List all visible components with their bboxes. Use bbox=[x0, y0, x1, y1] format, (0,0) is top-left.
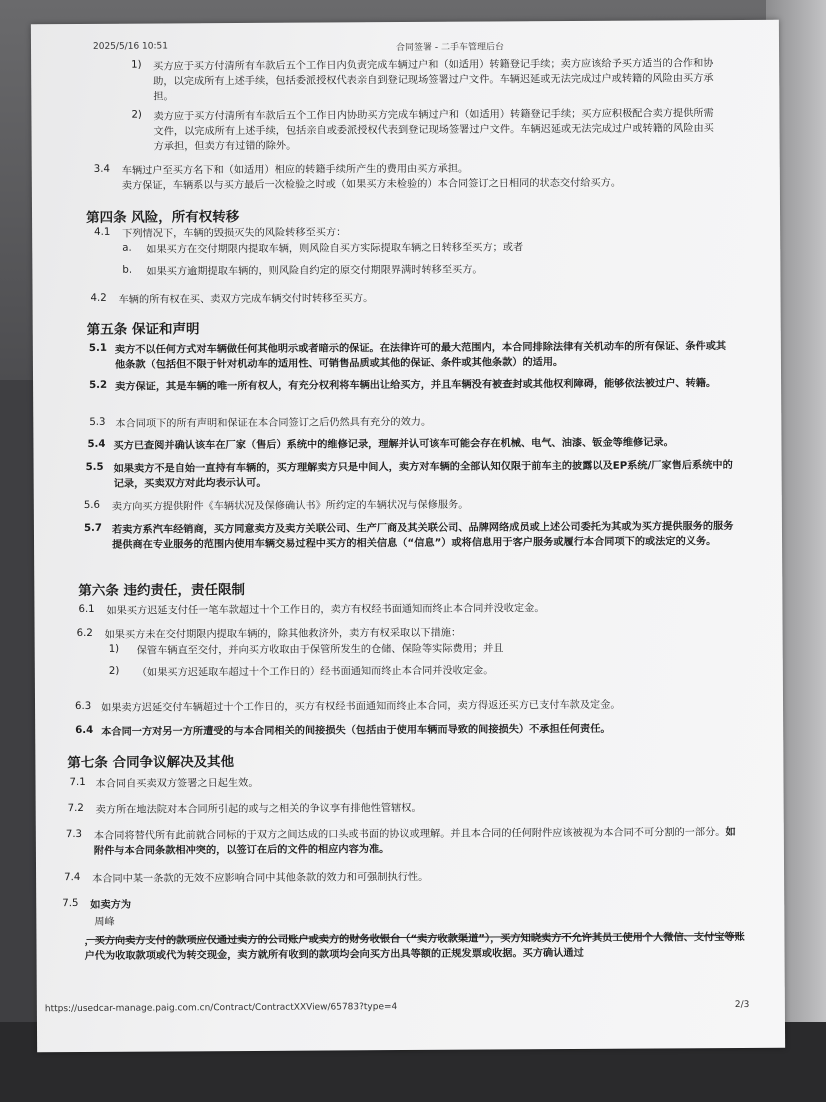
clause-5-2-text: 卖方保证，其是车辆的唯一所有权人，有充分权利将车辆出让给买方，并且车辆没有被查封或其他权利障碍，能够依法被过户、转籍。 bbox=[115, 378, 717, 393]
clause-6-4-text: 本合同一方对另一方所遭受的与本合同相关的间接损失（包括由于使用车辆而导致的间接损失）不承担任何责任。 bbox=[101, 723, 611, 738]
article-6-heading: 第六条 违约责任，责任限制 bbox=[78, 581, 246, 600]
clause-5-7-num: 5.7 bbox=[83, 522, 103, 534]
clause-3-4-line1: 车辆过户至买方名下和（如适用）相应的转籍手续所产生的费用由买方承担。 bbox=[121, 163, 469, 177]
clause-5-1-num: 5.1 bbox=[88, 342, 107, 354]
clause-7-2-num: 7.2 bbox=[67, 802, 84, 815]
clause-3-4-line2: 卖方保证，车辆系以与买方最后一次检验之时或（如果买方未检验的）本合同签订之日相同的状态交付给买方。 bbox=[121, 177, 622, 192]
clause-5-7-text: 若卖方系汽车经销商，买方同意卖方及卖方关联公司、生产厂商及其关联公司、品牌网络成员或上述公司委托为其或为买方提供服务的服务提供商在专业服务的范围内使用车辆交易过程中买方的相关信息（“信息”）或将信息用于客户服务或履行本合同项下的或法定的义务。 bbox=[111, 521, 734, 551]
clause-5-3-num: 5.3 bbox=[89, 416, 106, 428]
clause-6-2-text: 如果买方未在交付期限内提取车辆的，除其他救济外，卖方有权采取以下措施： bbox=[104, 627, 462, 641]
print-title: 合同签署 - 二手车管理后台 bbox=[395, 42, 505, 54]
clause-7-5-text: 如卖方为 bbox=[90, 899, 132, 911]
clause-4-1-b-text: 如果买方逾期提取车辆的，则风险自约定的原交付期限界满时转移至买方。 bbox=[146, 264, 483, 278]
clause-5-1-text: 卖方不以任何方式对车辆做任何其他明示或者暗示的保证。在法律许可的最大范围内，本合同排除法律有关机动车的所有保证、条件或其他条款（包括但不限于针对机动车的适用性、可销售品质或其他的保证、条件或其他条款）的适用。 bbox=[114, 341, 727, 371]
clause-6-2-1-num: 1) bbox=[108, 643, 120, 655]
clause-3-3-2-text: 卖方应于买方付清所有车款后五个工作日内协助买方完成车辆过户和（如适用）转籍登记手续；买方应积极配合卖方提供所需文件，以完成所有上述手续，包括亲自或委派授权代表到登记现场签署过户文件。车辆迟延或无法完成过户或转籍的风险由买方承担，但卖方有过错的除外。 bbox=[153, 108, 714, 153]
clause-6-4-num: 6.4 bbox=[75, 724, 94, 737]
clause-4-1-b-num: b. bbox=[122, 264, 133, 276]
clause-5-4-text: 买方已查阅并确认该车在厂家（售后）系统中的维修记录，理解并认可该车可能会存在机械、电气、油漆、钣金等维修记录。 bbox=[113, 437, 674, 452]
clause-6-2-num: 6.2 bbox=[76, 627, 93, 640]
printed-page bbox=[31, 20, 785, 1053]
article-4-heading: 第四条 风险，所有权转移 bbox=[86, 209, 240, 226]
clause-7-3-bold: 如附件与本合同条款相冲突的，以签订在后的文件的相应内容为准。 bbox=[93, 827, 736, 857]
clause-5-5-text: 如果卖方不是自始一直持有车辆的，买方理解卖方只是中间人，卖方对车辆的全部认知仅限于前车主的披露以及EP系统/厂家售后系统中的记录，买卖双方对此均表示认可。 bbox=[113, 460, 733, 490]
clause-6-2-2-text: （如果买方迟延取车超过十个工作日的）经书面通知而终止本合同并没收定金。 bbox=[136, 665, 494, 679]
clause-5-3-text: 本合同项下的所有声明和保证在本合同签订之后仍然具有充分的效力。 bbox=[115, 416, 432, 430]
clause-7-2-text: 卖方所在地法院对本合同所引起的或与之相关的争议享有排他性管辖权。 bbox=[95, 802, 422, 816]
clause-6-3-num: 6.3 bbox=[75, 700, 92, 713]
clause-3-4-num: 3.4 bbox=[93, 163, 110, 175]
article-5-heading: 第五条 保证和声明 bbox=[86, 321, 200, 338]
clause-5-2-num: 5.2 bbox=[89, 379, 108, 391]
clause-4-1-a-text: 如果买方在交付期限内提取车辆，则风险自买方实际提取车辆之日转移至买方；或者 bbox=[146, 242, 524, 256]
clause-3-3-1-text: 买方应于买方付清所有车款后五个工作日内负责完成车辆过户和（如适用）转籍登记手续；卖方应该给予买方适当的合作和协助，以完成所有上述手续，包括委派授权代表亲自到登记现场签署过户文件。车辆迟延或无法完成过户或转籍的风险由买方承担。 bbox=[153, 58, 714, 103]
clause-6-1-num: 6.1 bbox=[78, 603, 95, 616]
clause-5-6-text: 卖方向买方提供附件《车辆状况及保修确认书》所约定的车辆状况与保修服务。 bbox=[111, 499, 469, 513]
clause-4-1-a-num: a. bbox=[122, 242, 132, 254]
clause-4-2-num: 4.2 bbox=[90, 292, 107, 304]
print-url: https://usedcar-manage.paig.com.cn/Contract/ContractXXView/65783?type=4 bbox=[44, 1002, 398, 1015]
clause-7-3-text bbox=[94, 825, 742, 859]
clause-5-6-num: 5.6 bbox=[83, 499, 101, 511]
clause-7-3-num: 7.3 bbox=[65, 828, 83, 841]
clause-4-1-text: 下列情况下，车辆的毁损灭失的风险转移至买方： bbox=[122, 227, 347, 240]
clause-7-1-num: 7.1 bbox=[69, 776, 86, 789]
clause-7-3-plain: 本合同将替代所有此前就合同标的于双方之间达成的口头或书面的协议或理解。并且本合同的任何附件应该被视为本合同不可分割的一部分。 bbox=[93, 827, 726, 842]
clause-6-2-1-text: 保管车辆直至交付，并向买方收取由于保管所发生的仓储、保险等实际费用；并且 bbox=[136, 643, 504, 657]
clause-3-3-2-num: 2) bbox=[131, 109, 142, 121]
clause-7-1-text: 本合同自买卖双方签署之日起生效。 bbox=[95, 777, 259, 790]
payment-clause-text: ，买方向卖方支付的款项应仅通过卖方的公司账户或卖方的财务收银台（“卖方收款渠道”），买方知晓卖方不允许其员工使用个人微信、支付宝等账户代为收取款项或代为转交现金，卖方就所有收到的款项均会向买方出具等额的正规发票或收据。买方确认通过 bbox=[84, 931, 745, 962]
clause-4-1-num: 4.1 bbox=[94, 226, 111, 238]
clause-4-2-text: 车辆的所有权在买、卖双方完成车辆交付时转移至买方。 bbox=[118, 293, 374, 306]
signer-name: 周峰 bbox=[94, 916, 115, 928]
clause-6-2-2-num: 2) bbox=[108, 665, 120, 677]
print-date: 2025/5/16 10:51 bbox=[92, 41, 168, 52]
article-7-heading: 第七条 合同争议解决及其他 bbox=[67, 754, 235, 772]
clause-7-5-num: 7.5 bbox=[62, 898, 79, 910]
clause-3-3-1-num: 1) bbox=[131, 59, 142, 71]
page-number: 2/3 bbox=[734, 999, 750, 1011]
clause-6-3-text: 如果卖方迟延交付车辆超过十个工作日的，买方有权经书面通知而终止本合同，卖方得返还买方已支付车款及定金。 bbox=[101, 699, 621, 714]
clause-7-4-num: 7.4 bbox=[64, 872, 81, 884]
clause-5-4-num: 5.4 bbox=[87, 438, 106, 450]
clause-5-5-num: 5.5 bbox=[85, 461, 104, 473]
clause-7-4-text: 本合同中某一条款的无效不应影响合同中其他条款的效力和可强制执行性。 bbox=[92, 871, 429, 885]
clause-6-1-text: 如果买方迟延支付任一笔车款超过十个工作日的，卖方有权经书面通知而终止本合同并没收定金。 bbox=[106, 603, 545, 617]
